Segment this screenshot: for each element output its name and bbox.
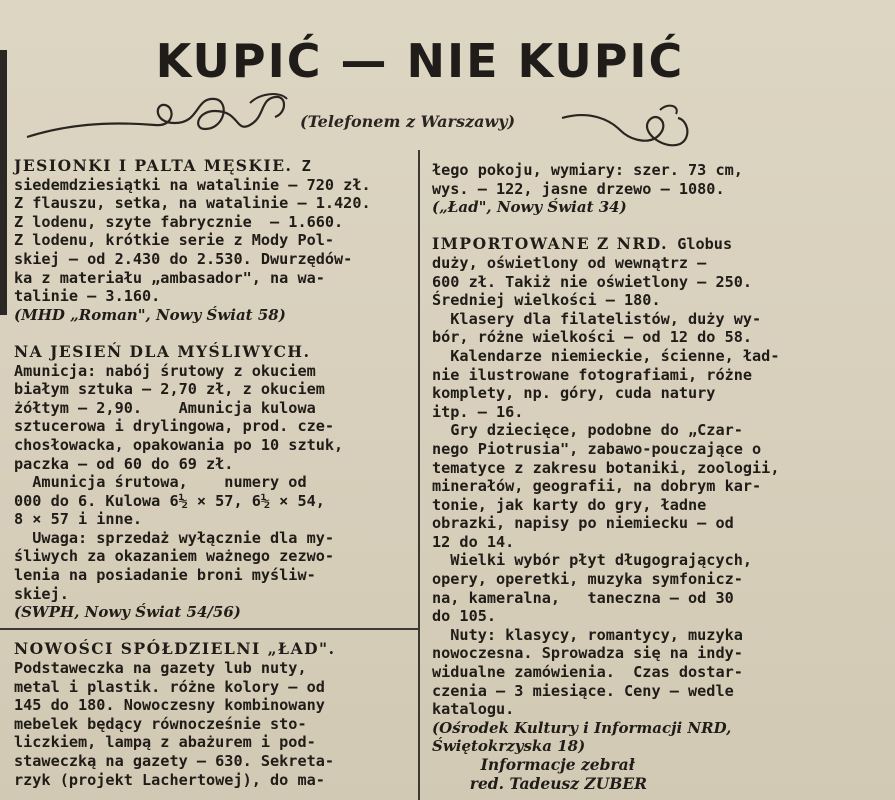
column-divider (418, 150, 420, 800)
body-text: żółtym — 2,90. Amunicja kulowa (14, 398, 316, 417)
text-line (432, 161, 779, 180)
text-line (14, 640, 371, 659)
text-line (432, 756, 779, 775)
text-line (432, 607, 779, 626)
body-text: czenia — 3 miesiące. Ceny — wedle (432, 681, 734, 700)
text-line (432, 775, 779, 794)
text-line (14, 176, 371, 195)
section-heading: IMPORTOWANE Z NRD. (432, 234, 669, 254)
headline: KUPIĆ — NIE KUPIĆ (155, 34, 685, 88)
text-line (14, 585, 371, 604)
text-line (432, 700, 779, 719)
text-line (432, 328, 779, 347)
text-line (14, 678, 371, 697)
signature-line: red. Tadeusz ZUBER (432, 773, 648, 793)
body-text: lenia na posiadanie broni myśliw- (14, 566, 316, 585)
text-line (14, 510, 371, 529)
text-line (14, 231, 371, 250)
text-line (14, 566, 371, 585)
text-line (14, 269, 371, 288)
text-line (432, 403, 779, 422)
body-text: metal i plastik. różne kolory — od (14, 677, 325, 696)
body-text: Gry dziecięce, podobne do „Czar- (432, 421, 743, 440)
text-line (14, 250, 371, 269)
body-text: Globus (668, 235, 733, 254)
body-text: tematyce z zakresu botaniki, zoologii, (432, 458, 780, 477)
text-line (432, 570, 779, 589)
body-text: Z lodenu, krótkie serie z Mody Pol- (14, 231, 335, 250)
source-note: (MHD „Roman", Nowy Świat 58) (14, 305, 286, 324)
text-line (432, 310, 779, 329)
body-text: tonie, jak karty do gry, ładne (432, 495, 707, 514)
text-line (432, 421, 779, 440)
section-heading: JESIONKI I PALTA MĘSKIE. (14, 156, 293, 175)
text-line (14, 380, 371, 399)
body-text: śliwych za okazaniem ważnego zezwo- (14, 547, 335, 566)
body-text: paczka — od 60 do 69 zł. (14, 454, 234, 473)
page-edge-rule (0, 50, 7, 315)
body-text (14, 622, 23, 640)
body-text: sztucerowa i drylingowa, prod. cze- (14, 417, 335, 436)
text-line (432, 235, 779, 254)
text-line (432, 719, 779, 738)
text-line (14, 194, 371, 213)
body-text: Nuty: klasycy, romantycy, muzyka (432, 625, 743, 644)
text-line (432, 496, 779, 515)
signature-line: Informacje zebrał (432, 755, 635, 774)
body-text: na, kameralna, taneczna — od 30 (432, 588, 734, 607)
body-text: Z lodenu, szyte fabrycznie — 1.660. (14, 212, 344, 231)
body-text: do 105. (432, 607, 497, 626)
body-text: staweczką na gazety — 630. Sekreta- (14, 752, 335, 770)
body-text: Podstaweczka na gazety lub nuty, (14, 659, 307, 678)
left-ornament (25, 85, 300, 145)
body-text (432, 217, 441, 235)
text-line (14, 306, 371, 325)
body-text: Kalendarze niemieckie, ścienne, ład- (432, 346, 780, 365)
section-heading: NOWOŚCI SPÓŁDZIELNI „ŁAD". (14, 639, 336, 659)
text-line (14, 547, 371, 566)
text-line (432, 384, 779, 403)
text-line (14, 733, 371, 752)
body-text: Amunicja: nabój śrutowy z okuciem (14, 361, 316, 380)
text-line (14, 473, 371, 492)
text-line (14, 213, 371, 232)
text-line (14, 622, 371, 641)
body-text: łego pokoju, wymiary: szer. 73 cm, (432, 161, 743, 179)
body-text: siedemdziesiątki na watalinie — 720 zł. (14, 175, 371, 194)
body-text: 145 do 180. Nowoczesny kombinowany (14, 696, 325, 715)
text-line (14, 157, 371, 176)
body-text: talinie — 3.160. (14, 287, 161, 306)
text-line (432, 551, 779, 570)
text-line (14, 603, 371, 622)
body-text: Średniej wielkości — 180. (432, 291, 661, 310)
text-line (14, 659, 371, 678)
text-line (432, 459, 779, 478)
text-line (432, 644, 779, 663)
body-text: obrazki, napisy po niemiecku — od (432, 514, 734, 533)
body-text: chosłowacka, opakowania po 10 sztuk, (14, 435, 344, 454)
body-text: 000 do 6. Kulowa 6½ × 57, 6½ × 54, (14, 491, 325, 510)
body-text: minerałów, geografii, na dobrym kar- (432, 477, 762, 496)
source-note: (Ośrodek Kultury i Informacji NRD, (432, 718, 732, 737)
body-text: rzyk (projekt Lachertowej), do ma- (14, 770, 325, 789)
text-line (14, 324, 371, 343)
text-line (432, 273, 779, 292)
text-line (432, 514, 779, 533)
body-text: Uwaga: sprzedaż wyłącznie dla my- (14, 528, 335, 547)
body-text: wys. — 122, jasne drzewo — 1080. (432, 179, 725, 198)
body-text: Klasery dla filatelistów, duży wy- (432, 309, 762, 328)
body-text: 8 × 57 i inne. (14, 510, 143, 529)
text-line (14, 343, 371, 362)
body-text: widualne zamówienia. Czas dostar- (432, 663, 743, 682)
body-text: skiej — od 2.430 do 2.530. Dwurzędów- (14, 249, 353, 268)
source-note: Świętokrzyska 18) (432, 737, 586, 756)
text-line (14, 492, 371, 511)
body-text: duży, oświetlony od wewnątrz — (432, 253, 707, 272)
text-line (432, 477, 779, 496)
text-line (432, 254, 779, 273)
text-line (14, 399, 371, 418)
text-line (432, 737, 779, 756)
text-line (432, 533, 779, 552)
text-line (432, 198, 779, 217)
text-line (14, 752, 371, 771)
body-text: 12 do 14. (432, 532, 515, 551)
text-line (432, 217, 779, 236)
text-line (432, 440, 779, 459)
text-line (14, 436, 371, 455)
body-text: itp. — 16. (432, 402, 524, 421)
body-text: liczkiem, lampą z abażurem i pod- (14, 733, 316, 752)
section-heading: NA JESIEŃ DLA MYŚLIWYCH. (14, 341, 311, 361)
text-line (14, 287, 371, 306)
text-line (432, 291, 779, 310)
text-line (14, 715, 371, 734)
text-line (432, 180, 779, 199)
body-text: bór, różne wielkości — od 12 do 58. (432, 328, 753, 347)
body-text: skiej. (14, 584, 69, 603)
body-text: mebelek będący równocześnie sto- (14, 714, 307, 733)
text-line (14, 455, 371, 474)
text-line (14, 529, 371, 548)
body-text: Amunicja śrutowa, numery od (14, 473, 307, 492)
text-line (14, 417, 371, 436)
text-line (432, 366, 779, 385)
subtitle: (Telefonem z Warszawy) (300, 112, 516, 131)
body-text: Z flauszu, setka, na watalinie — 1.420. (14, 194, 371, 213)
left-column (14, 157, 371, 789)
body-text: opery, operetki, muzyka symfonicz- (432, 570, 743, 589)
text-line (432, 626, 779, 645)
body-text: nego Piotrusia", zabawo-pouczające o (432, 439, 762, 458)
right-ornament (560, 100, 700, 160)
body-text: białym sztuka — 2,70 zł, z okuciem (14, 380, 325, 399)
text-line (432, 682, 779, 701)
body-text: Z (292, 157, 311, 175)
text-line (432, 589, 779, 608)
body-text (14, 324, 23, 342)
right-column (432, 161, 779, 793)
text-line (432, 347, 779, 366)
body-text: nowoczesna. Sprowadza się na indy- (432, 644, 743, 663)
text-line (432, 663, 779, 682)
source-note: (SWPH, Nowy Świat 54/56) (14, 603, 241, 622)
body-text: katalogu. (432, 700, 515, 719)
body-text: Wielki wybór płyt długogrających, (432, 551, 753, 570)
body-text: 600 zł. Takiż nie oświetlony — 250. (432, 272, 753, 291)
text-line (14, 771, 371, 790)
text-line (14, 362, 371, 381)
body-text: komplety, np. góry, cuda natury (432, 384, 716, 403)
body-text: nie ilustrowane fotografiami, różne (432, 365, 753, 384)
source-note: („Ład", Nowy Świat 34) (432, 198, 627, 217)
body-text: ka z materiału „ambasador", na wa- (14, 268, 325, 287)
text-line (14, 696, 371, 715)
